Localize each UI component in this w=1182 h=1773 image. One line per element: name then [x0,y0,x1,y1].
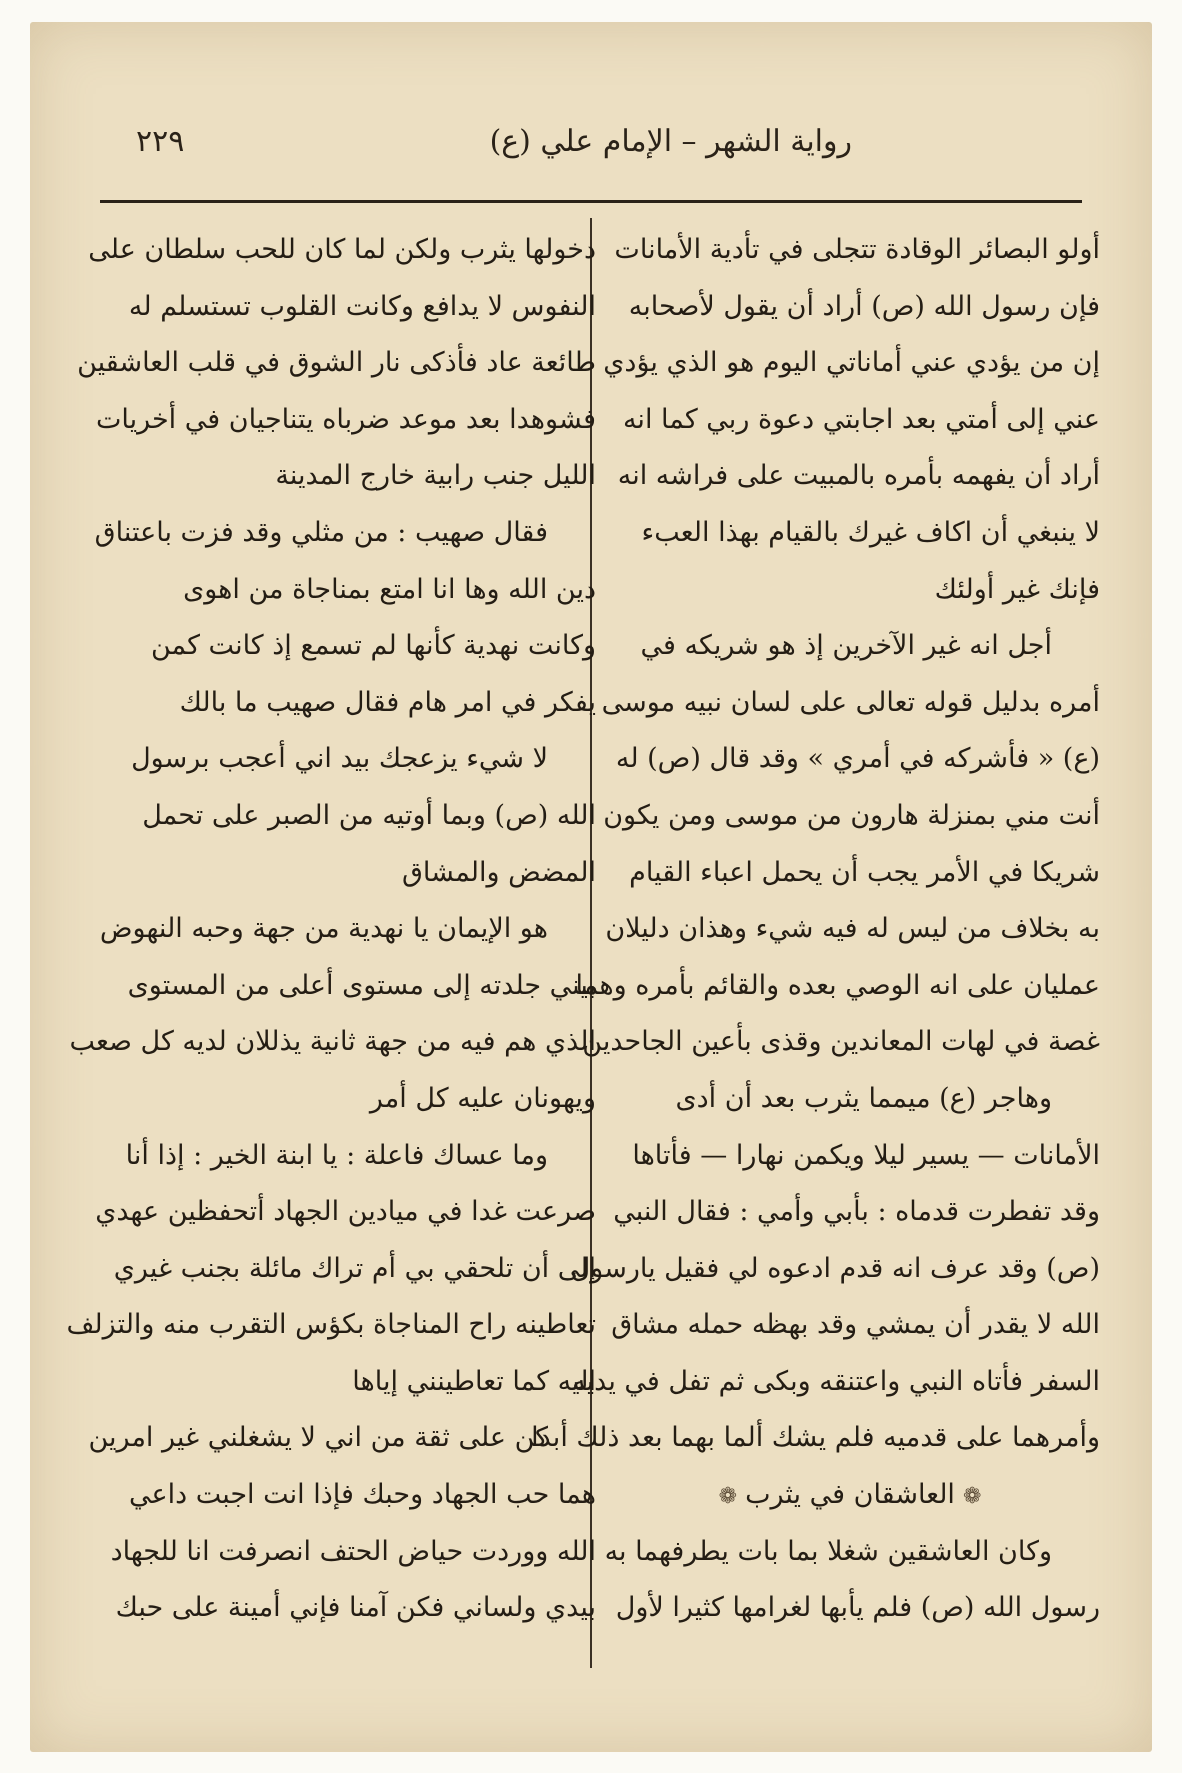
text-line: فإن رسول الله (ص) أراد أن يقول لأصحابه [628,290,1100,322]
right-column [531,222,1100,1637]
text-line: الله لا يقدر أن يمشي وقد بهظه حمله مشاق [611,1309,1100,1341]
text-line: الله (ص) وبما أوتيه من الصبر على تحمل [142,799,596,831]
text-line: المضض والمشاق [401,856,596,888]
text-line: السفر فأتاه النبي واعتنقه وبكى ثم تفل في يديه [572,1365,1100,1397]
text-line: رسول الله (ص) فلم يأبها لغرامها كثيرا لأول [615,1592,1100,1624]
text-line: وهاجر (ع) ميمما يثرب بعد أن أدى [675,1082,1052,1114]
page-number: ٢٢٩ [136,124,185,159]
section-heading-text: العاشقان في يثرب [745,1479,955,1511]
text-line: إلى أن تلحقي بي أم تراك مائلة بجنب غيري [113,1252,596,1284]
text-line: الليل جنب رابية خارج المدينة [275,460,596,492]
text-line: أراد أن يفهمه بأمره بالمبيت على فراشه انه [617,460,1100,492]
header-rule [100,200,1082,203]
text-line: صرعت غدا في ميادين الجهاد أتحفظين عهدي [95,1196,596,1228]
text-line: بيني جلدته إلى مستوى أعلى من المستوى [127,969,596,1001]
text-line: (ع) « فأشركه في أمري » وقد قال (ص) له [615,743,1100,775]
text-line: لا ينبغي أن اكاف غيرك بالقيام بهذا العبء [641,516,1100,548]
text-line: تعاطينه راح المناجاة بكؤس التقرب منه والتزلف [66,1309,596,1341]
text-line: أجل انه غير الآخرين إذ هو شريكه في [640,630,1052,662]
text-line: النفوس لا يدافع وكانت القلوب تستسلم له [128,290,596,322]
text-line: وكانت نهدية كأنها لم تسمع إذ كانت كمن [150,630,596,662]
text-line: وما عساك فاعلة : يا ابنة الخير : إذا أنا [125,1139,548,1171]
text-line: وأمرهما على قدميه فلم يشك ألما بهما بعد ذلك أبدا [531,1422,1100,1454]
page-header [100,118,1082,178]
text-line: هما حب الجهاد وحبك فإذا انت اجبت داعي [128,1479,596,1511]
text-line: عمليان على انه الوصي بعده والقائم بأمره وهما [575,969,1100,1001]
text-line: إن من يؤدي عني أماناتي اليوم هو الذي يؤدي [603,347,1100,379]
text-line: به بخلاف من ليس له فيه شيء وهذان دليلان [605,913,1100,945]
text-line: الله ووردت حياض الحتف انصرفت انا للجهاد [110,1535,596,1567]
text-line: يفكر في امر هام فقال صهيب ما بالك [179,686,596,718]
text-line: أنت مني بمنزلة هارون من موسى ومن يكون [603,799,1100,831]
left-column [66,222,596,1637]
text-line: فقال صهيب : من مثلي وقد فزت باعتناق [94,516,548,548]
ornament-icon: ❁ [718,1484,738,1510]
text-line: غصة في لهات المعاندين وقذى بأعين الجاحدين [582,1026,1100,1058]
text-line: اليه كما تعاطينني إياها [352,1365,596,1397]
text-line: هو الإيمان يا نهدية من جهة وحبه النهوض [99,913,548,945]
text-line: كن على ثقة من اني لا يشغلني غير امرين [88,1422,548,1454]
text-line: ويهونان عليه كل أمر [369,1082,596,1114]
text-line: (ص) وقد عرف انه قدم ادعوه لي فقيل يارسول [570,1252,1100,1284]
text-line: وكان العاشقين شغلا بما بات يطرفهما به [604,1535,1052,1567]
text-line: وقد تفطرت قدماه : بأبي وأمي : فقال النبي [613,1196,1100,1228]
text-line: فإنك غير أولئك [934,573,1100,605]
text-line: أمره بدليل قوله تعالى على لسان نبيه موسى [601,686,1100,718]
text-line: فشوهدا بعد موعد ضرباه يتناجيان في أخريات [95,403,596,435]
text-line: عني إلى أمتي بعد اجابتي دعوة ربي كما انه [622,403,1100,435]
text-line: لا شيء يزعجك بيد اني أعجب برسول [131,743,548,775]
ornament-icon: ❁ [962,1484,982,1510]
text-line: طائعة عاد فأذكى نار الشوق في قلب العاشقين [77,347,596,379]
text-line: بيدي ولساني فكن آمنا فإني أمينة على حبك [115,1592,596,1624]
running-title: رواية الشهر – الإمام علي (ع) [489,124,852,159]
section-heading [600,1467,1100,1524]
text-line: شريكا في الأمر يجب أن يحمل اعباء القيام [629,856,1100,888]
text-line: أولو البصائر الوقادة تتجلى في تأدية الأمانات [614,234,1100,265]
text-line: الأمانات — يسير ليلا ويكمن نهارا — فأتاها [632,1139,1100,1171]
text-line: دين الله وها انا امتع بمناجاة من اهوى [183,573,596,605]
text-line: الذي هم فيه من جهة ثانية يذللان لديه كل صعب [69,1026,596,1058]
text-line: دخولها يثرب ولكن لما كان للحب سلطان على [88,234,596,265]
